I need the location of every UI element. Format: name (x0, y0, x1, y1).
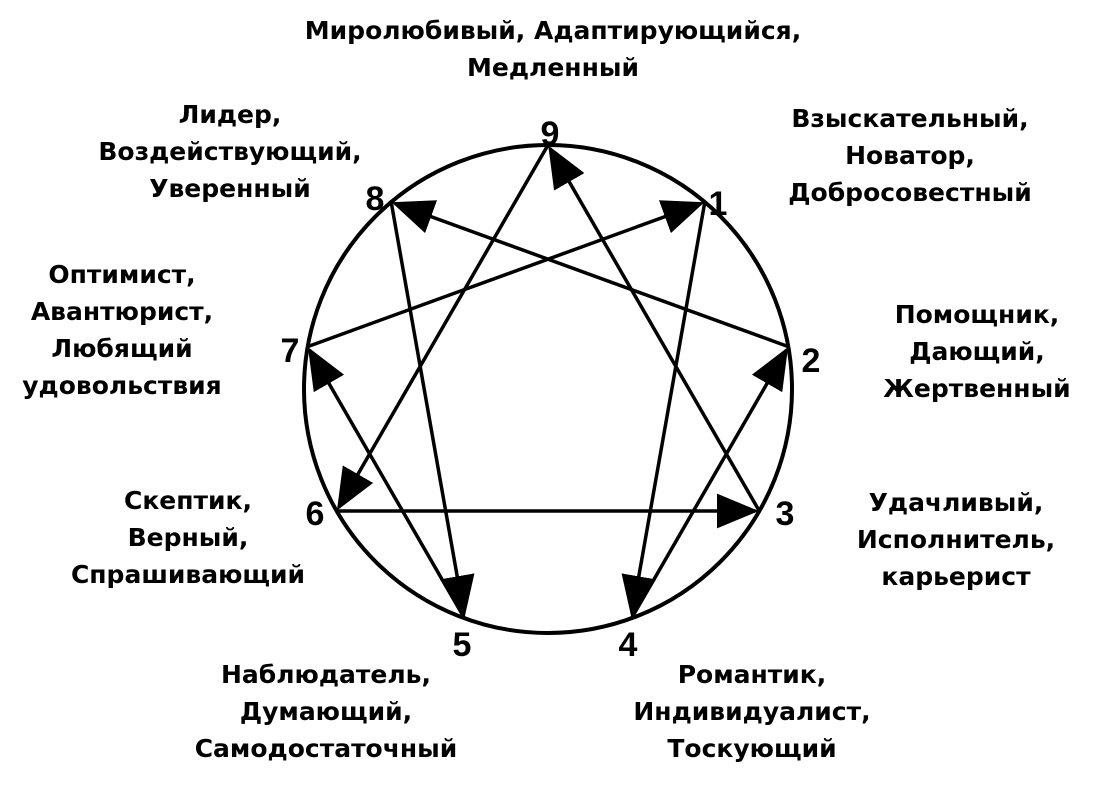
trait-line: Миролюбивый, Адаптирующийся, (304, 16, 802, 45)
traits-type-1 (788, 100, 1031, 211)
traits-type-9 (305, 12, 801, 86)
trait-line: Дающий, (909, 337, 1045, 366)
trait-line: Думающий, (239, 697, 413, 726)
traits-type-5 (195, 656, 458, 767)
trait-line: Индивидуалист, (633, 697, 871, 726)
trait-line: Медленный (467, 53, 639, 82)
trait-line: Верный, (127, 523, 249, 552)
trait-line: Помощник, (894, 300, 1060, 329)
trait-line: Жертвенный (883, 374, 1071, 403)
point-number-4: 4 (618, 626, 638, 664)
point-number-5: 5 (452, 626, 472, 664)
point-number-7: 7 (280, 332, 300, 370)
traits-type-2 (883, 296, 1070, 407)
trait-line: Удачливый, (868, 488, 1044, 517)
traits-type-7 (22, 256, 221, 404)
arrow-3-to-9 (550, 149, 759, 512)
point-number-2: 2 (801, 342, 821, 380)
trait-line: Самодостаточный (194, 734, 458, 763)
trait-line: Тоскующий (667, 734, 837, 763)
point-number-3: 3 (775, 495, 795, 533)
trait-line: Романтик, (677, 660, 827, 689)
trait-line: Воздействующий, (98, 137, 362, 166)
point-number-1: 1 (708, 185, 728, 223)
trait-line: Добросовестный (788, 178, 1032, 207)
trait-line: Наблюдатель, (220, 660, 431, 689)
trait-line: Скептик, (123, 486, 252, 515)
traits-type-3 (857, 484, 1055, 595)
point-number-6: 6 (305, 495, 325, 533)
traits-type-6 (71, 482, 305, 593)
trait-line: Любящий (51, 334, 193, 363)
trait-line: Авантюрист, (30, 297, 214, 326)
trait-line: Спрашивающий (70, 560, 306, 589)
trait-line: Лидер, (178, 100, 282, 129)
trait-line: Взыскательный, (791, 104, 1029, 133)
trait-line: Исполнитель, (856, 525, 1056, 554)
traits-type-4 (633, 656, 870, 767)
trait-line: карьерист (881, 562, 1031, 591)
trait-line: Оптимист, (48, 260, 196, 289)
point-number-9: 9 (540, 115, 560, 153)
trait-line: удовольствия (22, 371, 222, 400)
traits-type-8 (98, 96, 361, 207)
point-number-8: 8 (365, 180, 385, 218)
trait-line: Уверенный (149, 174, 311, 203)
trait-line: Новатор, (845, 141, 975, 170)
